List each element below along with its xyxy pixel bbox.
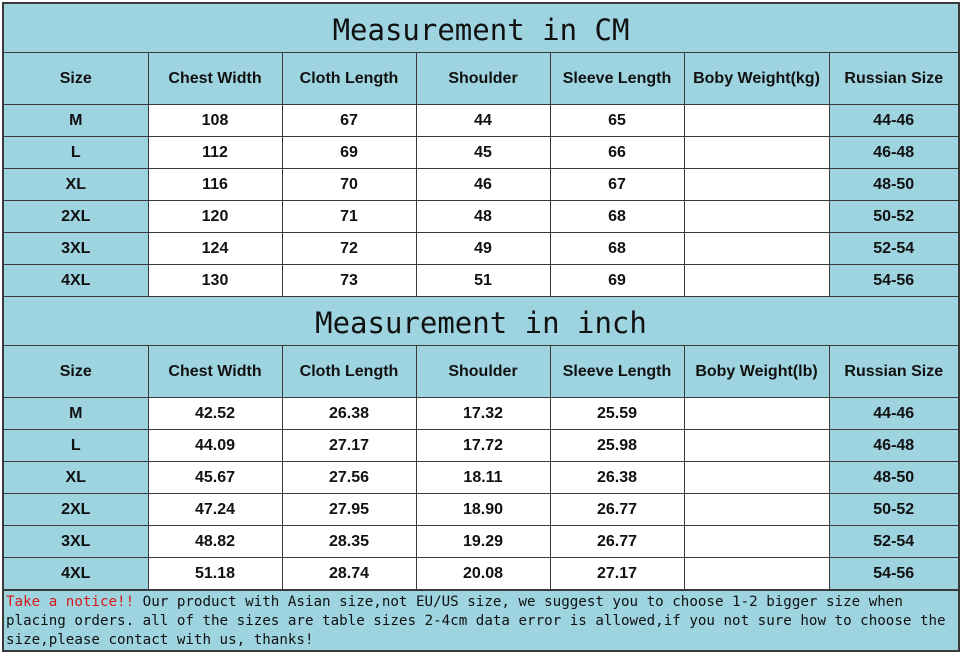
inch-section-title: Measurement in inch: [4, 297, 958, 346]
size-cell: L: [4, 430, 148, 462]
body-weight-cell: [684, 201, 829, 233]
sleeve-length-cell: 26.38: [550, 462, 684, 494]
table-row: [4, 201, 958, 233]
notice-text: Our product with Asian size,not EU/US size, we suggest you to choose 1-2 bigger size when placing orders. all of the sizes are table sizes 2-4cm data error is allowed,if you not sure how to choose the size,please contact with us, thanks!: [6, 594, 946, 648]
table-row: [4, 494, 958, 526]
body-weight-cell: [684, 265, 829, 297]
table-row: [4, 398, 958, 430]
chest-width-cell: 42.52: [148, 398, 282, 430]
column-header-body-weight: Boby Weight(lb): [684, 346, 829, 398]
chest-width-cell: 112: [148, 137, 282, 169]
size-notice: [4, 590, 958, 648]
russian-size-cell: 52-54: [829, 526, 958, 558]
column-header-shoulder: Shoulder: [416, 53, 550, 105]
table-row: [4, 558, 958, 590]
table-row: [4, 137, 958, 169]
russian-size-cell: 48-50: [829, 169, 958, 201]
size-cell: XL: [4, 462, 148, 494]
body-weight-cell: [684, 558, 829, 590]
size-cell: 3XL: [4, 526, 148, 558]
cloth-length-cell: 71: [282, 201, 416, 233]
shoulder-cell: 49: [416, 233, 550, 265]
shoulder-cell: 48: [416, 201, 550, 233]
body-weight-cell: [684, 494, 829, 526]
shoulder-cell: 45: [416, 137, 550, 169]
size-cell: 4XL: [4, 558, 148, 590]
russian-size-cell: 44-46: [829, 398, 958, 430]
body-weight-cell: [684, 398, 829, 430]
cloth-length-cell: 27.17: [282, 430, 416, 462]
shoulder-cell: 17.72: [416, 430, 550, 462]
column-header-chest-width: Chest Width: [148, 346, 282, 398]
cloth-length-cell: 27.56: [282, 462, 416, 494]
column-header-sleeve-length: Sleeve Length: [550, 53, 684, 105]
column-header-chest-width: Chest Width: [148, 53, 282, 105]
shoulder-cell: 18.90: [416, 494, 550, 526]
shoulder-cell: 20.08: [416, 558, 550, 590]
cloth-length-cell: 28.74: [282, 558, 416, 590]
russian-size-cell: 48-50: [829, 462, 958, 494]
chest-width-cell: 124: [148, 233, 282, 265]
cm-section-title: Measurement in CM: [4, 4, 958, 53]
column-header-russian-size: Russian Size: [829, 346, 958, 398]
body-weight-cell: [684, 137, 829, 169]
cloth-length-cell: 69: [282, 137, 416, 169]
sleeve-length-cell: 65: [550, 105, 684, 137]
cloth-length-cell: 28.35: [282, 526, 416, 558]
size-cell: 2XL: [4, 201, 148, 233]
chest-width-cell: 48.82: [148, 526, 282, 558]
cm-header-row: [4, 53, 958, 105]
shoulder-cell: 44: [416, 105, 550, 137]
sleeve-length-cell: 27.17: [550, 558, 684, 590]
table-row: [4, 169, 958, 201]
chest-width-cell: 47.24: [148, 494, 282, 526]
russian-size-cell: 50-52: [829, 201, 958, 233]
table-row: [4, 462, 958, 494]
inch-size-table: [4, 346, 958, 590]
cloth-length-cell: 70: [282, 169, 416, 201]
size-cell: M: [4, 398, 148, 430]
russian-size-cell: 54-56: [829, 265, 958, 297]
shoulder-cell: 19.29: [416, 526, 550, 558]
notice-lead: Take a notice!!: [6, 594, 135, 610]
table-row: [4, 233, 958, 265]
table-row: [4, 526, 958, 558]
size-chart: [2, 2, 960, 652]
chest-width-cell: 108: [148, 105, 282, 137]
shoulder-cell: 51: [416, 265, 550, 297]
shoulder-cell: 18.11: [416, 462, 550, 494]
column-header-body-weight: Boby Weight(kg): [684, 53, 829, 105]
chest-width-cell: 130: [148, 265, 282, 297]
size-cell: 2XL: [4, 494, 148, 526]
column-header-cloth-length: Cloth Length: [282, 346, 416, 398]
chest-width-cell: 44.09: [148, 430, 282, 462]
cm-size-table: [4, 53, 958, 297]
russian-size-cell: 46-48: [829, 137, 958, 169]
column-header-size: Size: [4, 346, 148, 398]
table-row: [4, 265, 958, 297]
sleeve-length-cell: 69: [550, 265, 684, 297]
size-cell: M: [4, 105, 148, 137]
cloth-length-cell: 72: [282, 233, 416, 265]
russian-size-cell: 52-54: [829, 233, 958, 265]
cloth-length-cell: 26.38: [282, 398, 416, 430]
cloth-length-cell: 73: [282, 265, 416, 297]
sleeve-length-cell: 68: [550, 201, 684, 233]
sleeve-length-cell: 26.77: [550, 526, 684, 558]
table-row: [4, 105, 958, 137]
sleeve-length-cell: 26.77: [550, 494, 684, 526]
russian-size-cell: 46-48: [829, 430, 958, 462]
column-header-russian-size: Russian Size: [829, 53, 958, 105]
size-cell: L: [4, 137, 148, 169]
column-header-cloth-length: Cloth Length: [282, 53, 416, 105]
size-cell: XL: [4, 169, 148, 201]
column-header-sleeve-length: Sleeve Length: [550, 346, 684, 398]
sleeve-length-cell: 68: [550, 233, 684, 265]
chest-width-cell: 120: [148, 201, 282, 233]
body-weight-cell: [684, 462, 829, 494]
body-weight-cell: [684, 526, 829, 558]
russian-size-cell: 54-56: [829, 558, 958, 590]
column-header-size: Size: [4, 53, 148, 105]
body-weight-cell: [684, 169, 829, 201]
shoulder-cell: 17.32: [416, 398, 550, 430]
table-row: [4, 430, 958, 462]
cloth-length-cell: 27.95: [282, 494, 416, 526]
sleeve-length-cell: 66: [550, 137, 684, 169]
body-weight-cell: [684, 430, 829, 462]
chest-width-cell: 45.67: [148, 462, 282, 494]
inch-header-row: [4, 346, 958, 398]
russian-size-cell: 50-52: [829, 494, 958, 526]
size-cell: 4XL: [4, 265, 148, 297]
chest-width-cell: 51.18: [148, 558, 282, 590]
cloth-length-cell: 67: [282, 105, 416, 137]
shoulder-cell: 46: [416, 169, 550, 201]
sleeve-length-cell: 67: [550, 169, 684, 201]
column-header-shoulder: Shoulder: [416, 346, 550, 398]
sleeve-length-cell: 25.98: [550, 430, 684, 462]
chest-width-cell: 116: [148, 169, 282, 201]
body-weight-cell: [684, 233, 829, 265]
russian-size-cell: 44-46: [829, 105, 958, 137]
sleeve-length-cell: 25.59: [550, 398, 684, 430]
size-cell: 3XL: [4, 233, 148, 265]
body-weight-cell: [684, 105, 829, 137]
